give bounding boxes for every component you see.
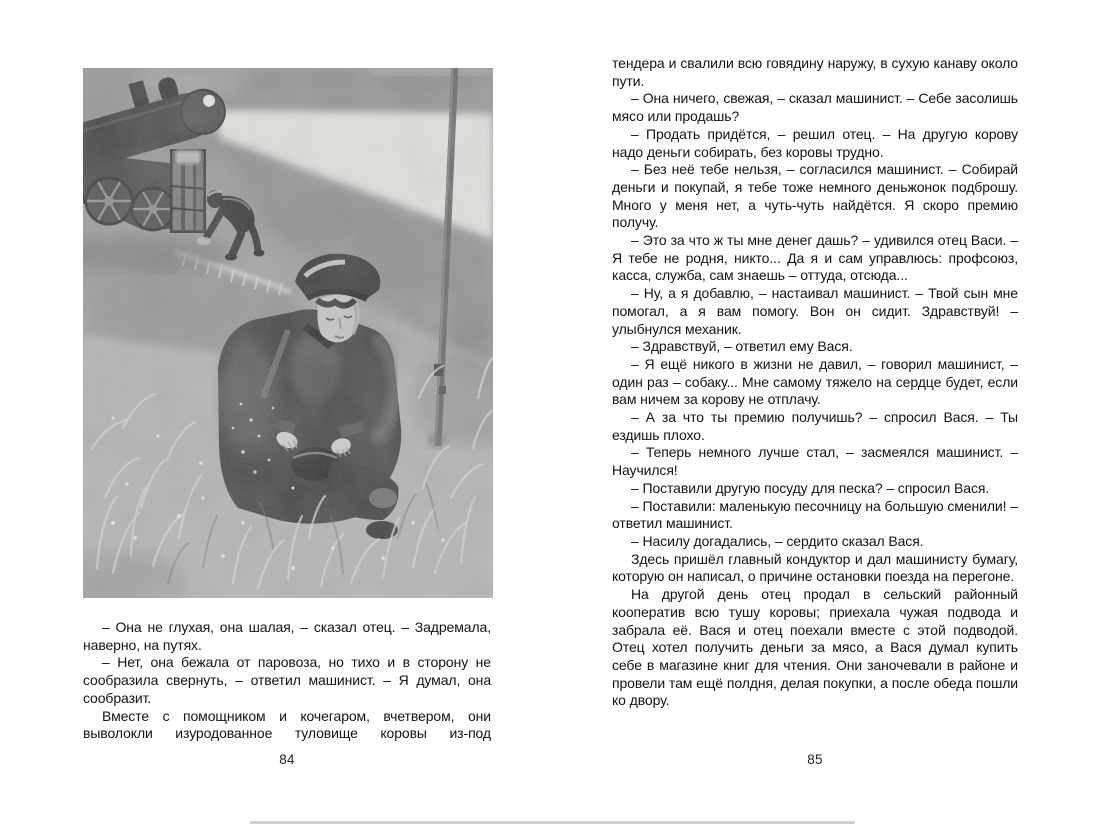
paragraph: тендера и свалили всю говядину наружу, в сухую канаву около пути.	[612, 55, 1018, 89]
paragraph: – А за что ты премию получишь? – спросил Вася. – Ты ездишь плохо.	[612, 409, 1018, 443]
paragraph: – Это за что ж ты мне денег дашь? – удивился отец Васи. – Я тебе не родня, никто... Да я и сам управлюсь: профсоюз, касса, служба, сам знаешь – оттуда, отсюда...	[612, 232, 1018, 284]
paragraph: – Здравствуй, – ответил ему Вася.	[631, 338, 853, 355]
paragraph: – Нет, она бежала от паровоза, но тихо и в сторону не сообразила свернуть, – ответил машинист. – Я думал, она сообразит.	[83, 654, 491, 706]
paragraph: Здесь пришёл главный кондуктор и дал машинисту бумагу, которую он написал, о причине остановки поезда на перегоне.	[612, 550, 1018, 585]
paragraph: Вместе с помощником и кочегаром, вчетвером, они выволокли изуродованное туловище коровы из-под	[83, 707, 491, 742]
paragraph: На другой день отец продал в сельский районный кооператив всю тушу коровы; приехала чужая подвода и забрала её. Вася и отец поехали вместе с этой подводой. Отец хотел получить деньги за мясо, а Вася думал купить себе в магазине книг для чтения. Они заночевали в районе и провели там ещё полдня, делая покупки, а после обеда пошли ко двору.	[612, 586, 1018, 709]
left-page-number: 84	[279, 752, 295, 767]
scrollbar-horizontal[interactable]	[250, 821, 855, 824]
right-page-number: 85	[807, 752, 823, 767]
paragraph: – Насилу догадались, – сердито сказал Вася.	[631, 532, 924, 549]
illustration-boy-by-railway	[83, 68, 493, 598]
paragraph: – Поставили другую посуду для песка? – спросил Вася.	[631, 479, 990, 496]
left-page-text	[83, 619, 491, 743]
paragraph: – Она не глухая, она шалая, – сказал отец. – Задремала, наверно, на путях.	[83, 619, 491, 653]
paragraph: – Теперь немного лучше стал, – засмеялся машинист. – Научился!	[612, 444, 1018, 479]
paragraph: – Она ничего, свежая, – сказал машинист. – Себе засолишь мясо или продашь?	[612, 90, 1018, 125]
paragraph: – Продать придётся, – решил отец. – На другую корову надо деньги собирать, без коровы трудно.	[612, 125, 1018, 160]
right-page-text	[612, 55, 1018, 710]
paragraph: – Я ещё никого в жизни не давил, – говорил машинист, – один раз – собаку... Мне самому тяжело на сердце будет, если вам ничем за корову не отплачу.	[612, 355, 1018, 408]
paragraph: – Ну, а я добавлю, – настаивал машинист. – Твой сын мне помогал, а я вам помогу. Вон он сидит. Здравствуй! – улыбнулся механик.	[612, 285, 1018, 337]
paragraph: – Без неё тебе нельзя, – согласился машинист. – Собирай деньги и покупай, я тебе тоже немного деньжонок подброшу. Много у меня нет, а чуть-чуть найдётся. Я скоро премию получу.	[612, 161, 1018, 231]
paragraph: – Поставили: маленькую песочницу на большую сменили! – ответил машинист.	[612, 497, 1018, 532]
